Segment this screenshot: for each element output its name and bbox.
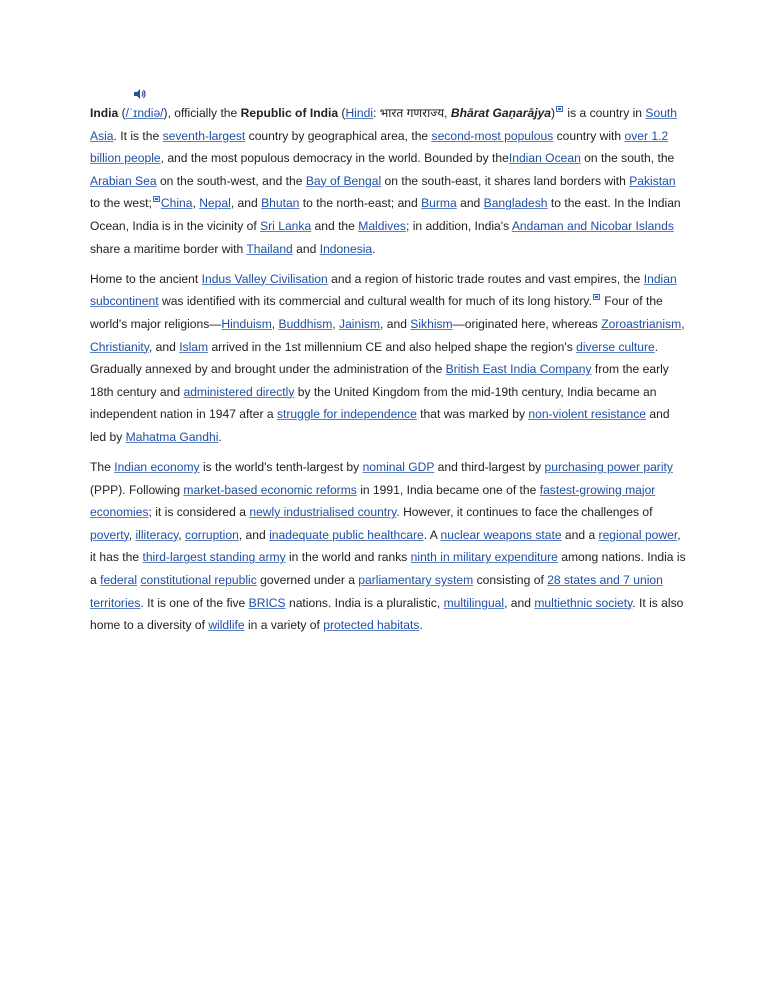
link-mahatma-gandhi[interactable]: Mahatma Gandhi [125, 429, 219, 444]
link-fastest-growing[interactable]: fastest-growing major economies [90, 482, 656, 520]
text: Home to the ancient [90, 271, 202, 286]
text: is a country in [564, 106, 646, 120]
text: on the south-west, and the [156, 173, 306, 188]
link-wildlife[interactable]: wildlife [208, 618, 245, 633]
link-corruption[interactable]: corruption [185, 527, 239, 542]
link-nepal[interactable]: Nepal [199, 196, 231, 211]
text: ; in addition, India's [405, 218, 512, 233]
text: nations. India is a pluralistic, [285, 595, 444, 610]
text: ), officially the [163, 106, 241, 120]
link-pakistan[interactable]: Pakistan [629, 173, 676, 188]
paragraph-intro [90, 102, 686, 260]
link-brics[interactable]: BRICS [248, 595, 286, 610]
link-hinduism[interactable]: Hinduism [221, 316, 272, 331]
text: . However, it continues to face the challenges of [396, 505, 653, 520]
text: country with [553, 128, 625, 143]
link-population[interactable]: over 1.2 billion people [90, 128, 669, 166]
link-constitutional-republic[interactable]: constitutional republic [140, 573, 257, 588]
text: . A [423, 527, 441, 542]
text: in a variety of [244, 618, 324, 633]
link-economic-reforms[interactable]: market-based economic reforms [183, 482, 357, 497]
ipa-link[interactable]: /ˈɪndiə/ [125, 106, 164, 120]
link-indian-subcontinent[interactable]: Indian subcontinent [90, 271, 677, 309]
text: on the south-east, it shares land borders with [381, 173, 630, 188]
text: . Gradually annexed by and brought under the administration of the [90, 339, 659, 377]
text: to the east. In the Indian Ocean, India is in the vicinity of [90, 196, 681, 233]
text: . [218, 429, 222, 444]
link-bangladesh[interactable]: Bangladesh [483, 196, 548, 211]
text: , [681, 316, 685, 331]
text: . It is also home to a diversity of [90, 595, 684, 633]
text: ; it is considered a [148, 505, 250, 520]
text: country by geographical area, the [245, 128, 432, 143]
text: in the world and ranks [285, 550, 411, 565]
link-hindi[interactable]: Hindi [345, 106, 374, 120]
text: : भारत गणराज्य, [373, 106, 451, 120]
text: that was marked by [416, 407, 529, 422]
text: on the south, the [580, 151, 675, 166]
text: and led by [90, 407, 670, 444]
link-nuclear-weapons-state[interactable]: nuclear weapons state [440, 527, 562, 542]
text: from the early 18th century and [90, 362, 669, 399]
reference-box-icon[interactable] [593, 294, 600, 300]
link-sri-lanka[interactable]: Sri Lanka [260, 218, 312, 233]
text: , and the most populous democracy in the world. Bounded by the [160, 151, 509, 166]
text: arrived in the 1st millennium CE and also helped shape the region's [208, 339, 577, 354]
link-regional-power[interactable]: regional power [598, 527, 678, 542]
text: , and [238, 527, 270, 542]
text: ( [338, 106, 346, 120]
link-administered-directly[interactable]: administered directly [183, 384, 295, 399]
text: ) [551, 106, 556, 120]
link-parliamentary-system[interactable]: parliamentary system [358, 573, 474, 588]
paragraph-history [90, 268, 686, 449]
article-body [90, 102, 686, 644]
text: ( [118, 106, 126, 120]
text: . It is the [113, 128, 163, 143]
link-public-healthcare[interactable]: inadequate public healthcare [269, 527, 424, 542]
link-multiethnic-society[interactable]: multiethnic society [534, 595, 633, 610]
text: Four of the world's major religions— [90, 294, 663, 331]
pronunciation [126, 102, 164, 125]
text: , [332, 316, 340, 331]
link-burma[interactable]: Burma [421, 196, 457, 211]
link-bay-of-bengal[interactable]: Bay of Bengal [305, 173, 382, 188]
link-nominal-gdp[interactable]: nominal GDP [362, 460, 435, 475]
text: and the [311, 218, 359, 233]
link-multilingual[interactable]: multilingual [443, 595, 505, 610]
link-indus-valley[interactable]: Indus Valley Civilisation [201, 271, 328, 286]
text: and [292, 241, 320, 256]
text: among nations. India is a [90, 550, 686, 588]
speaker-icon[interactable] [134, 89, 146, 99]
link-buddhism[interactable]: Buddhism [278, 316, 333, 331]
link-bhutan[interactable]: Bhutan [261, 196, 300, 211]
text: , and [380, 316, 411, 331]
link-maldives[interactable]: Maldives [358, 218, 406, 233]
text: , and [230, 196, 262, 211]
text: and a [561, 527, 599, 542]
link-struggle-for-independence[interactable]: struggle for independence [276, 407, 417, 422]
paragraph-economy [90, 456, 686, 637]
link-non-violent-resistance[interactable]: non-violent resistance [528, 407, 647, 422]
link-military-expenditure[interactable]: ninth in military expenditure [410, 550, 558, 565]
text: . [419, 618, 423, 633]
link-zoroastrianism[interactable]: Zoroastrianism [601, 316, 682, 331]
text: , and [504, 595, 535, 610]
text: . It is one of the five [140, 595, 249, 610]
link-christianity[interactable]: Christianity [90, 339, 149, 354]
text: —originated here, whereas [452, 316, 602, 331]
link-poverty[interactable]: poverty [90, 527, 129, 542]
text: (PPP). Following [90, 482, 184, 497]
link-andaman[interactable]: Andaman and Nicobar Islands [511, 218, 674, 233]
term-bharat: Bhārat Gaṇarājya [450, 106, 552, 120]
link-south-asia[interactable]: South Asia [90, 106, 678, 143]
term-republic: Republic of India [240, 106, 339, 120]
link-states-territories[interactable]: 28 states and 7 union territories [90, 573, 663, 610]
text: share a maritime border with [90, 241, 247, 256]
text: in 1991, India became one of the [356, 482, 540, 497]
text: and third-largest by [434, 460, 545, 475]
text: , and [148, 339, 180, 354]
text: governed under a [256, 573, 359, 588]
link-indonesia[interactable]: Indonesia [319, 241, 373, 256]
link-seventh-largest[interactable]: seventh-largest [162, 128, 246, 143]
link-second-most-populous[interactable]: second-most populous [431, 128, 554, 143]
text: , it has the [90, 527, 681, 565]
link-illiteracy[interactable]: illiteracy [135, 527, 179, 542]
link-islam[interactable]: Islam [179, 339, 209, 354]
link-china[interactable]: China [160, 196, 193, 211]
text: and a region of historic trade routes and vast empires, the [327, 271, 644, 286]
link-indian-economy[interactable]: Indian economy [114, 460, 200, 475]
text: , [178, 527, 186, 542]
link-sikhism[interactable]: Sikhism [410, 316, 453, 331]
link-purchasing-power-parity[interactable]: purchasing power parity [544, 460, 673, 475]
link-indian-ocean[interactable]: Indian Ocean [508, 151, 581, 166]
text: , [128, 527, 136, 542]
link-east-india-company[interactable]: British East India Company [445, 362, 592, 377]
link-protected-habitats[interactable]: protected habitats [323, 618, 420, 633]
text: , [192, 196, 200, 211]
text: and [456, 196, 484, 211]
link-arabian-sea[interactable]: Arabian Sea [90, 173, 157, 188]
text: The [90, 460, 115, 475]
link-federal[interactable]: federal [100, 573, 138, 588]
link-newly-industrialised[interactable]: newly industrialised country [249, 505, 397, 520]
text: was identified with its commercial and cultural wealth for much of its long history. [158, 294, 592, 309]
term-india: India [90, 106, 119, 120]
text: , [271, 316, 279, 331]
link-standing-army[interactable]: third-largest standing army [142, 550, 286, 565]
text: consisting of [473, 573, 548, 588]
text: to the west; [90, 196, 152, 211]
link-jainism[interactable]: Jainism [339, 316, 381, 331]
link-thailand[interactable]: Thailand [246, 241, 293, 256]
text: . [372, 241, 376, 256]
reference-box-icon[interactable] [153, 196, 160, 202]
text: is the world's tenth-largest by [199, 460, 363, 475]
text: by the United Kingdom from the mid-19th century, India became an independent nation in 1947 after a [90, 384, 657, 422]
reference-box-icon[interactable] [556, 106, 563, 112]
link-diverse-culture[interactable]: diverse culture [576, 339, 655, 354]
text: to the north-east; and [299, 196, 422, 211]
